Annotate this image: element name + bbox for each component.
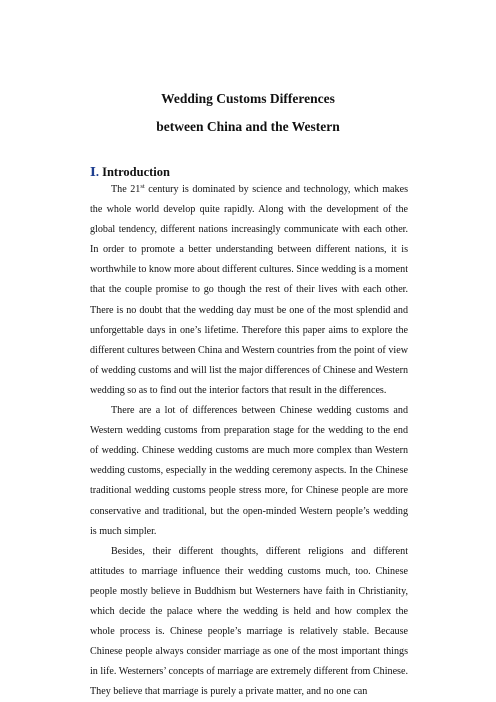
section-heading [90, 164, 170, 180]
paragraph-1 [90, 180, 408, 401]
paragraph-1-start: The 21 [111, 184, 141, 195]
section-title: Introduction [102, 165, 170, 179]
ordinal-superscript: st [140, 183, 145, 190]
document-title-line-1: Wedding Customs Differences [161, 91, 335, 106]
paragraph-3: Besides, their different thoughts, different religions and different attitudes to marriage influence their wedding customs much, too. Chinese people mostly believe in Buddhism but Westerners have faith in Christianity, which decide the palace where the wedding is held and how complex the whole process is. Chinese people’s marriage is relatively stable. Because Chinese people always consider marriage as one of the most important things in life. Westerners’ concepts of marriage are extremely different from Chinese. They believe that marriage is purely a private matter, and no one can [90, 545, 408, 698]
document-title-line-2: between China and the Western [156, 119, 340, 134]
paragraph-2: There are a lot of differences between Chinese wedding customs and Western wedding customs from preparation stage for the wedding to the end of wedding. Chinese wedding customs are much more complex than Western wedding customs, especially in the wedding ceremony aspects. In the Chinese traditional wedding customs people stress more, for Chinese people are more conservative and traditional, but the open-minded Western people’s wedding is much simpler. [90, 405, 408, 537]
section-number: Ⅰ. [90, 165, 99, 179]
body-text [90, 180, 408, 702]
paragraph-1-rest: century is dominated by science and technology, which makes the whole world develop quite rapidly. Along with the development of the global tendency, different nations increasingly communicate with each other. In order to promote a better understanding between different nations, it is worthwhile to know more about different cultures. Since wedding is a moment that the couple promise to go though the rest of their lives with each other. There is no doubt that the wedding day must be one of the most splendid and unforgettable days in one’s lifetime. Therefore this paper aims to explore the different cultures between China and Western countries from the point of view of wedding customs and will list the major differences of Chinese and Western wedding so as to find out the interior factors that result in the differences. [90, 184, 408, 396]
